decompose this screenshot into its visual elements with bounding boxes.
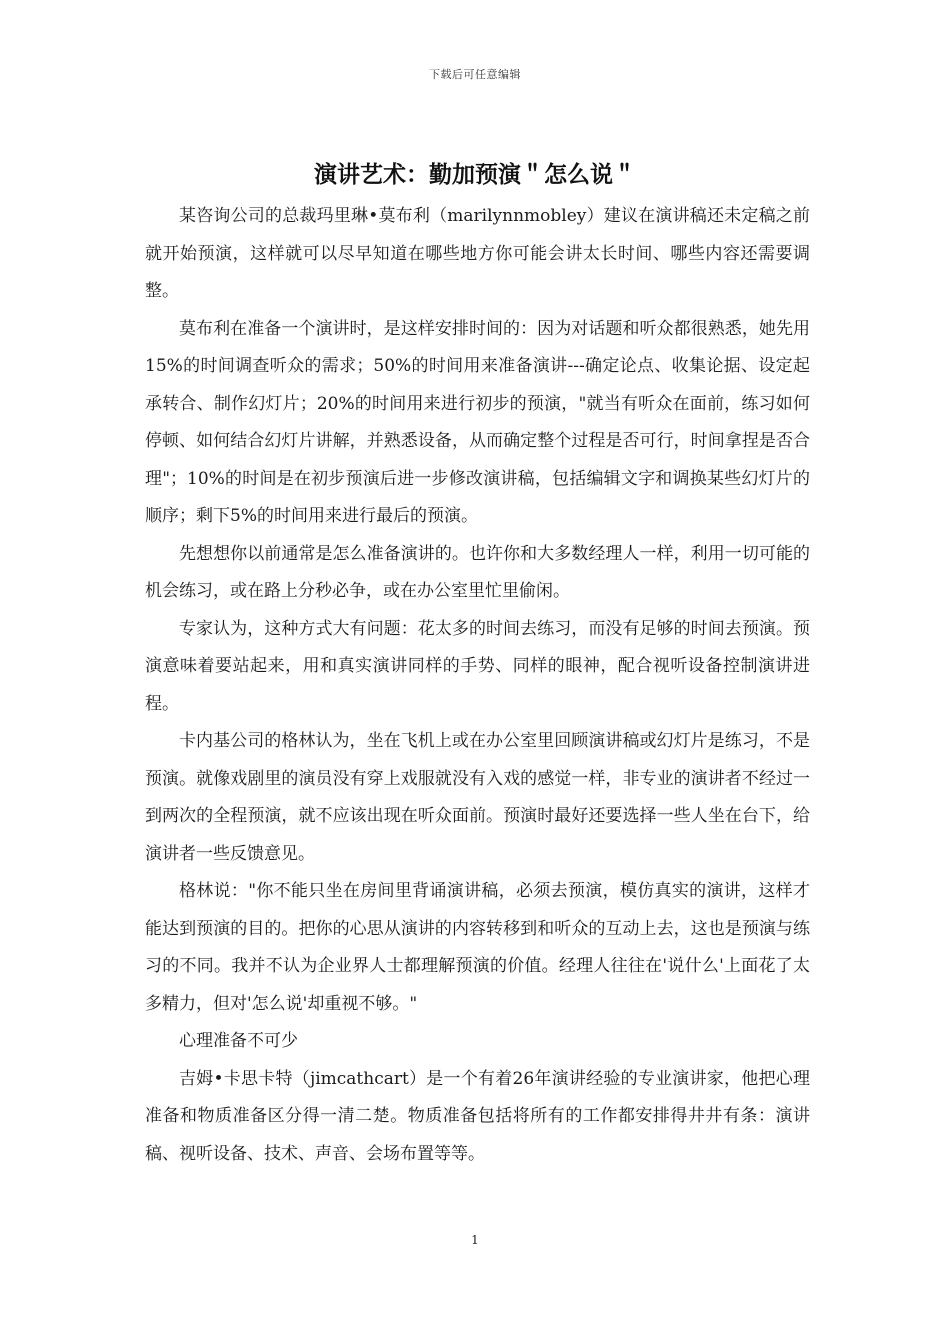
section-heading-mental-prep: 心理准备不可少	[179, 1031, 298, 1051]
paragraph-time-allocation: 莫布利在准备一个演讲时，是这样安排时间的：因为对话题和听众都很熟悉，她先用15%的时间调查听众的需求；50%的时间用来准备演讲---确定论点、收集论据、设定起承转合、制作幻灯片；20%的时间用来进行初步的预演，"就当有听众在面前，练习如何停顿、如何结合幻灯片讲解，并熟悉设备，从而确定整个过程是否可行，时间拿捏是否合理"；10%的时间是在初步预演后进一步修改演讲稿，包括编辑文字和调换某些幻灯片的顺序；剩下5%的时间用来进行最后的预演。	[145, 318, 810, 526]
header-note: 下载后可任意编辑	[429, 68, 521, 81]
paragraph-cathcart: 吉姆•卡思卡特（jimcathcart）是一个有着26年演讲经验的专业演讲家，他把心理准备和物质准备区分得一清二楚。物质准备包括将所有的工作都安排得井井有条：演讲稿、视听设备、技术、声音、会场布置等等。	[145, 1068, 810, 1164]
paragraph-intro: 某咨询公司的总裁玛里琳•莫布利（marilynnmobley）建议在演讲稿还未定稿之前就开始预演，这样就可以尽早知道在哪些地方你可能会讲太长时间、哪些内容还需要调整。	[145, 206, 810, 301]
paragraph-carnegie-green: 卡内基公司的格林认为，坐在飞机上或在办公室里回顾演讲稿或幻灯片是练习，不是预演。就像戏剧里的演员没有穿上戏服就没有入戏的感觉一样，非专业的演讲者不经过一到两次的全程预演，就不应该出现在听众面前。预演时最好还要选择一些人坐在台下，给演讲者一些反馈意见。	[145, 731, 810, 864]
paragraph-expert-view: 专家认为，这种方式大有问题：花太多的时间去练习，而没有足够的时间去预演。预演意味着要站起来，用和真实演讲同样的手势、同样的眼神，配合视听设备控制演讲进程。	[145, 618, 810, 714]
page-number: 1	[471, 1233, 479, 1247]
page-title: 演讲艺术：勤加预演＂怎么说＂	[314, 161, 636, 188]
paragraph-green-quote: 格林说："你不能只坐在房间里背诵演讲稿，必须去预演，模仿真实的演讲，这样才能达到预演的目的。把你的心思从演讲的内容转移到和听众的互动上去，这也是预演与练习的不同。我并不认为企业界人士都理解预演的价值。经理人往往在'说什么'上面花了太多精力，但对'怎么说'却重视不够。"	[145, 881, 810, 1014]
paragraph-past-habits: 先想想你以前通常是怎么准备演讲的。也许你和大多数经理人一样，利用一切可能的机会练习，或在路上分秒必争，或在办公室里忙里偷闲。	[145, 543, 810, 601]
document-body	[145, 198, 810, 1173]
